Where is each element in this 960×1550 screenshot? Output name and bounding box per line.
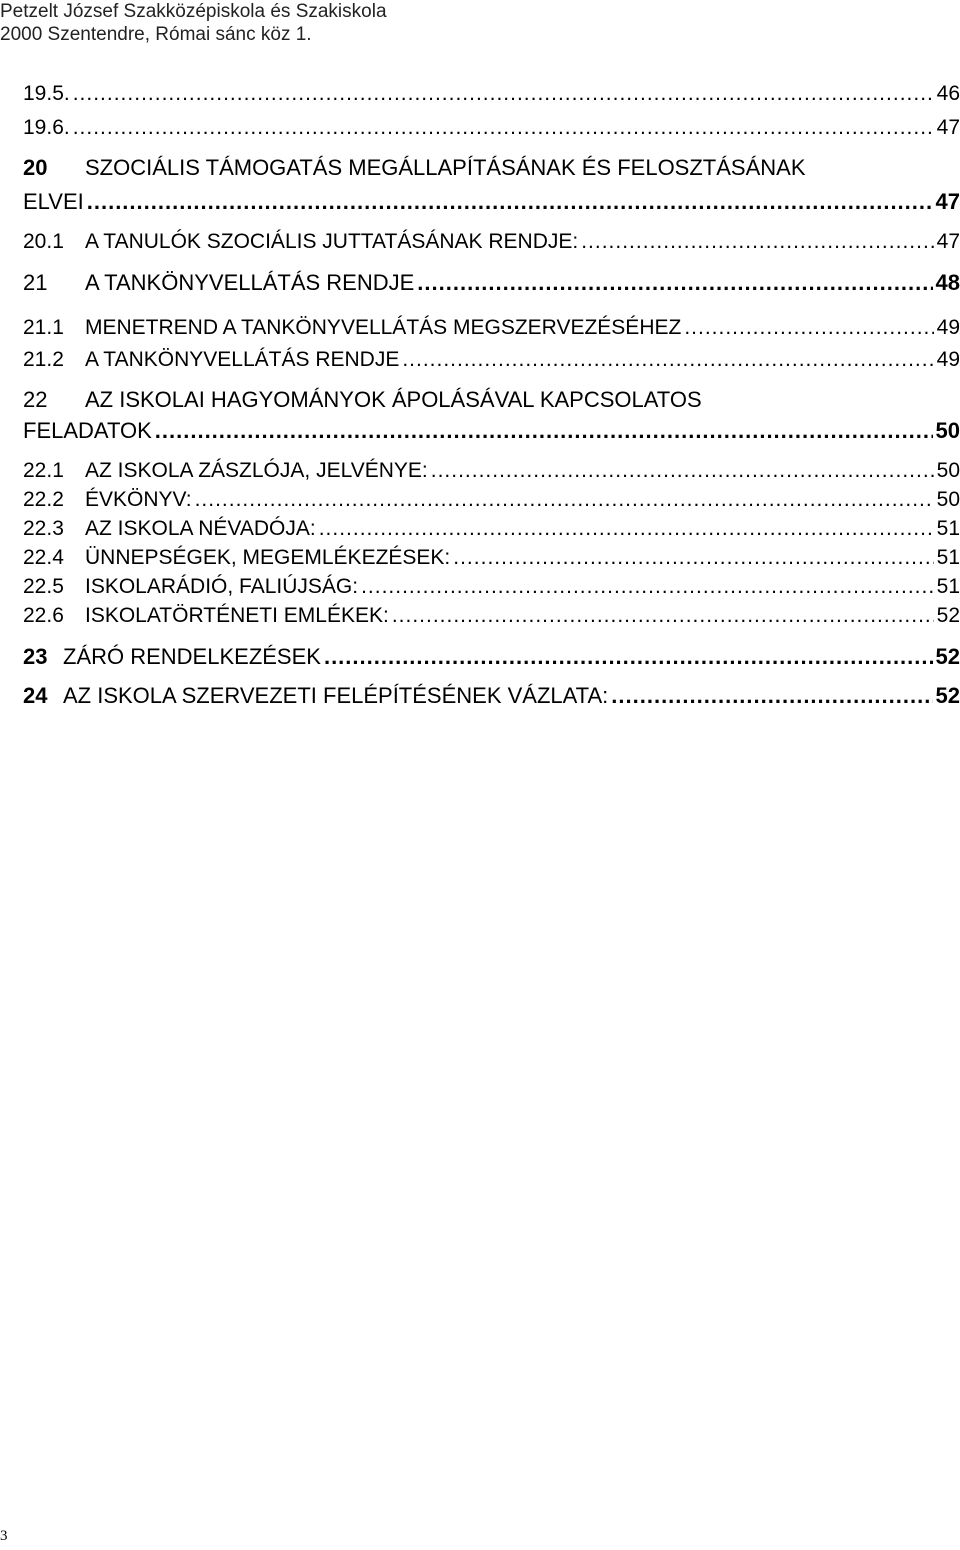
toc-leader-dots xyxy=(155,418,933,444)
page-header xyxy=(0,0,387,46)
toc-entry-number: 21.1 xyxy=(23,316,64,339)
toc-entry-title: ZÁRÓ RENDELKEZÉSEK xyxy=(63,644,321,669)
toc-entry-number: 22.1 xyxy=(23,459,64,482)
toc-entry-page: 46 xyxy=(936,82,960,105)
toc-entry-21-1[interactable] xyxy=(23,316,960,340)
toc-entry-number: 21 xyxy=(23,270,48,295)
toc-entry-number: 19.5. xyxy=(23,82,70,105)
toc-entry-19-6[interactable] xyxy=(23,116,960,140)
toc-entry-page: 52 xyxy=(935,644,960,669)
toc-entry-page: 48 xyxy=(935,270,960,295)
toc-entry-title: A TANKÖNYVELLÁTÁS RENDJE xyxy=(85,270,415,295)
toc-entry-title: MENETREND A TANKÖNYVELLÁTÁS MEGSZERVEZÉSÉHEZ xyxy=(85,316,682,339)
toc-entry-22-3[interactable] xyxy=(23,517,960,541)
header-school-name: Petzelt József Szakközépiskola és Szakiskola xyxy=(0,1,387,22)
toc-entry-number: 22 xyxy=(23,387,48,412)
toc-entry-title: A TANKÖNYVELLÁTÁS RENDJE xyxy=(85,348,400,371)
toc-entry-number: 22.3 xyxy=(23,517,64,540)
toc-entry-title-line1: AZ ISKOLAI HAGYOMÁNYOK ÁPOLÁSÁVAL KAPCSOLATOS xyxy=(85,387,702,412)
toc-entry-number: 19.6. xyxy=(23,116,70,139)
toc-entry-22-5[interactable] xyxy=(23,575,960,599)
toc-entry-number: 24 xyxy=(23,683,48,708)
toc-entry-title-line1: SZOCIÁLIS TÁMOGATÁS MEGÁLLAPÍTÁSÁNAK ÉS FELOSZTÁSÁNAK xyxy=(85,155,806,180)
toc-entry-number: 22.2 xyxy=(23,488,64,511)
toc-entry-22-6[interactable] xyxy=(23,604,960,628)
toc-entry-20-1[interactable] xyxy=(23,230,960,254)
toc-leader-dots xyxy=(195,488,934,512)
toc-leader-dots xyxy=(453,546,933,570)
toc-entry-20[interactable] xyxy=(23,189,960,215)
toc-entry-22-1[interactable] xyxy=(23,459,960,483)
toc-leader-dots xyxy=(431,459,934,483)
toc-entry-20-line1[interactable] xyxy=(23,155,960,181)
toc-leader-dots xyxy=(581,230,933,254)
toc-entry-page: 47 xyxy=(935,189,960,214)
toc-entry-page: 49 xyxy=(936,348,960,371)
toc-entry-22-line1[interactable] xyxy=(23,387,960,413)
toc-leader-dots xyxy=(324,644,933,670)
toc-entry-title: A TANULÓK SZOCIÁLIS JUTTATÁSÁNAK RENDJE: xyxy=(85,230,579,253)
toc-entry-page: 52 xyxy=(935,683,960,708)
toc-entry-page: 51 xyxy=(936,517,960,540)
toc-entry-number: 21.2 xyxy=(23,348,64,371)
toc-leader-dots xyxy=(417,270,932,296)
toc-leader-dots xyxy=(73,116,934,140)
toc-leader-dots xyxy=(319,517,934,541)
toc-entry-number: 20 xyxy=(23,155,48,180)
toc-entry-19-5[interactable] xyxy=(23,82,960,106)
toc-entry-page: 51 xyxy=(936,546,960,569)
toc-entry-page: 51 xyxy=(936,575,960,598)
toc-entry-page: 50 xyxy=(936,459,960,482)
toc-entry-24[interactable] xyxy=(23,683,960,709)
toc-entry-title: ÜNNEPSÉGEK, MEGEMLÉKEZÉSEK: xyxy=(85,546,451,569)
toc-entry-21-2[interactable] xyxy=(23,348,960,372)
toc-entry-page: 52 xyxy=(936,604,960,627)
toc-entry-number: 22.5 xyxy=(23,575,64,598)
toc-entry-title: FELADATOK xyxy=(23,418,152,443)
toc-entry-page: 49 xyxy=(936,316,960,339)
toc-leader-dots xyxy=(611,683,932,709)
toc-entry-22-4[interactable] xyxy=(23,546,960,570)
toc-entry-title: ISKOLARÁDIÓ, FALIÚJSÁG: xyxy=(85,575,359,598)
toc-entry-page: 47 xyxy=(936,230,960,253)
toc-entry-22[interactable] xyxy=(23,418,960,444)
toc-entry-page: 47 xyxy=(936,116,960,139)
toc-entry-title: ISKOLATÖRTÉNETI EMLÉKEK: xyxy=(85,604,389,627)
toc-entry-page: 50 xyxy=(935,418,960,443)
toc-entry-title: AZ ISKOLA NÉVADÓJA: xyxy=(85,517,316,540)
header-address: 2000 Szentendre, Római sánc köz 1. xyxy=(0,24,312,45)
toc-entry-title: AZ ISKOLA ZÁSZLÓJA, JELVÉNYE: xyxy=(85,459,428,482)
toc-entry-22-2[interactable] xyxy=(23,488,960,512)
toc-entry-number: 22.4 xyxy=(23,546,64,569)
toc-leader-dots xyxy=(402,348,933,372)
toc-leader-dots xyxy=(684,316,933,340)
toc-leader-dots xyxy=(73,82,934,106)
toc-leader-dots xyxy=(392,604,934,628)
page-number: 3 xyxy=(0,1528,8,1544)
toc-entry-page: 50 xyxy=(936,488,960,511)
toc-leader-dots xyxy=(361,575,934,599)
toc-entry-number: 22.6 xyxy=(23,604,64,627)
toc-entry-21[interactable] xyxy=(23,270,960,296)
toc-entry-title: ELVEI xyxy=(23,189,84,214)
toc-entry-title: AZ ISKOLA SZERVEZETI FELÉPÍTÉSÉNEK VÁZLATA: xyxy=(63,683,609,708)
toc-entry-title: ÉVKÖNYV: xyxy=(85,488,192,511)
toc-entry-number: 20.1 xyxy=(23,230,64,253)
toc-entry-23[interactable] xyxy=(23,644,960,670)
toc-entry-number: 23 xyxy=(23,644,48,669)
toc-leader-dots xyxy=(87,189,933,215)
